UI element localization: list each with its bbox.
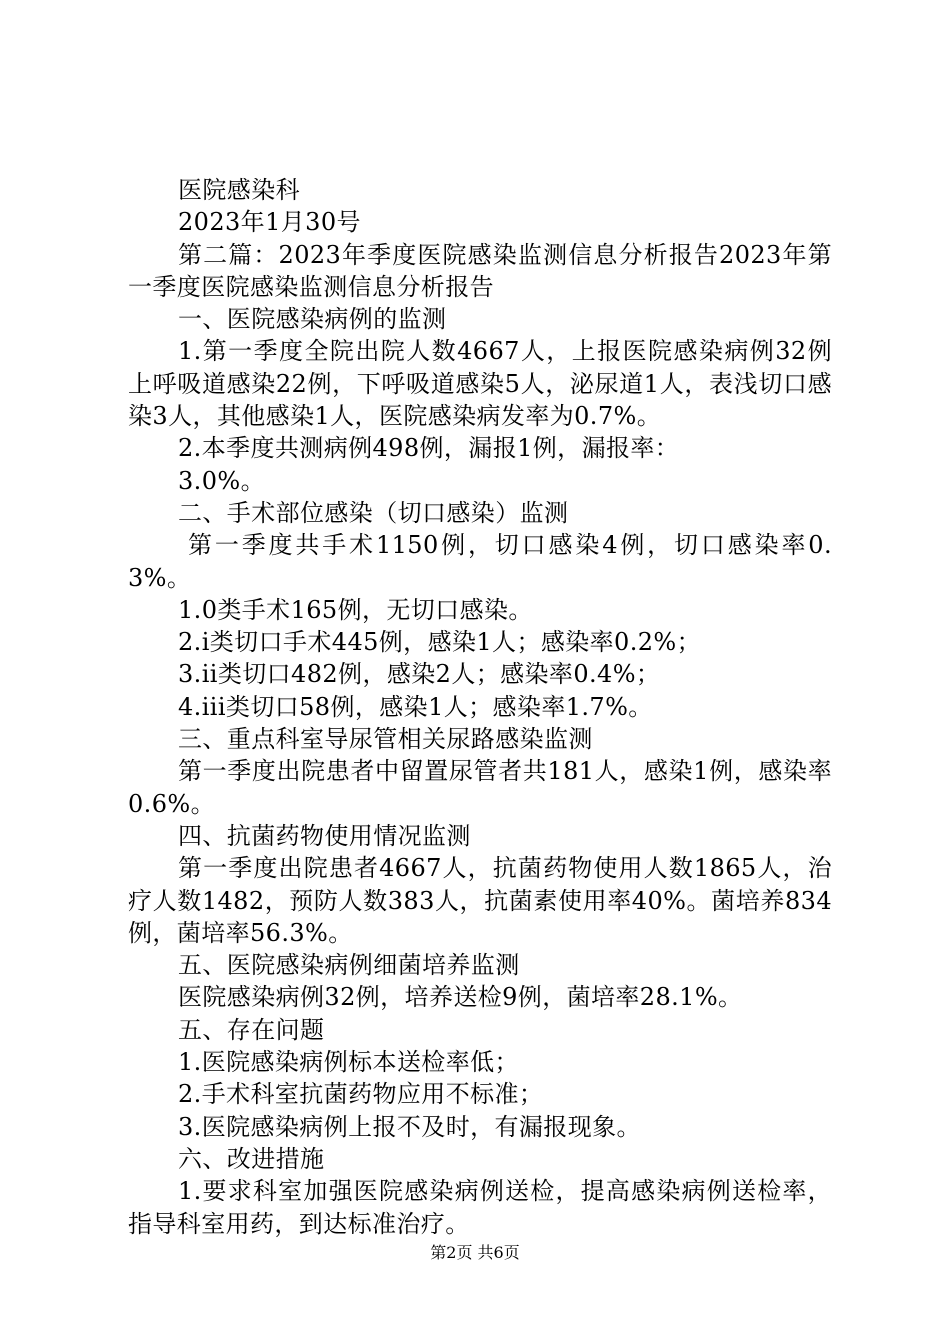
list-item-class-ii: 3.ii类切口482例，感染2人；感染率0.4%；	[178, 660, 661, 689]
list-item-problem-2: 2.手术科室抗菌药物应用不标准；	[178, 1080, 544, 1109]
list-item-class-0: 1.0类手术165例，无切口感染。	[178, 595, 533, 624]
list-item-class-iii: 4.iii类切口58例，感染1人；感染率1.7%。	[178, 692, 653, 721]
heading-infection-case-monitoring: 一、医院感染病例的监测	[178, 305, 447, 334]
paragraph-missed-reports: 2.本季度共测病例498例，漏报1例，漏报率：	[178, 434, 680, 463]
heading-bacterial-culture: 五、医院感染病例细菌培养监测	[178, 951, 520, 980]
heading-existing-problems: 五、存在问题	[178, 1015, 325, 1044]
heading-catheter-infection: 三、重点科室导尿管相关尿路感染监测	[178, 725, 593, 754]
paragraph-discharge-statistics: 1.第一季度全院出院人数4667人，上报医院感染病例32例上呼吸道感染22例，下呼吸道感染5人，泌尿道1人，表浅切口感染3人，其他感染1人，医院感染病发率为0.7%。	[128, 337, 832, 431]
list-item-problem-1: 1.医院感染病例标本送检率低；	[178, 1048, 519, 1077]
paragraph-culture-summary: 医院感染病例32例，培养送检9例，菌培率28.1%。	[178, 983, 743, 1012]
page-footer	[0, 1243, 950, 1263]
heading-surgical-site-infection: 二、手术部位感染（切口感染）监测	[178, 498, 569, 527]
signature-date: 2023年1月30号	[178, 208, 361, 237]
paragraph-antibiotic-summary: 第一季度出院患者4667人，抗菌药物使用人数1865人，治疗人数1482，预防人数383人，抗菌素使用率40%。菌培养834例，菌培率56.3%。	[128, 854, 832, 947]
paragraph-surgery-summary: 第一季度共手术1150例，切口感染4例，切口感染率0.3%。	[128, 531, 832, 592]
department-signature: 医院感染科	[178, 176, 300, 204]
heading-improvement-measures: 六、改进措施	[178, 1144, 325, 1173]
section-title: 第二篇：2023年季度医院感染监测信息分析报告2023年第一季度医院感染监测信息分析报告	[128, 240, 832, 301]
list-item-problem-3: 3.医院感染病例上报不及时，有漏报现象。	[178, 1112, 641, 1141]
list-item-class-i: 2.i类切口手术445例，感染1人；感染率0.2%；	[178, 628, 702, 657]
document-body	[128, 174, 832, 1240]
list-item-measure-1: 1.要求科室加强医院感染病例送检，提高感染病例送检率，指导科室用药，到达标准治疗。	[128, 1177, 832, 1238]
paragraph-catheter-summary: 第一季度出院患者中留置尿管者共181人，感染1例，感染率0.6%。	[128, 757, 832, 818]
paragraph-missed-rate: 3.0%。	[178, 466, 265, 495]
page-number: 第2页 共6页	[430, 1243, 520, 1262]
heading-antibiotic-usage: 四、抗菌药物使用情况监测	[178, 821, 471, 850]
